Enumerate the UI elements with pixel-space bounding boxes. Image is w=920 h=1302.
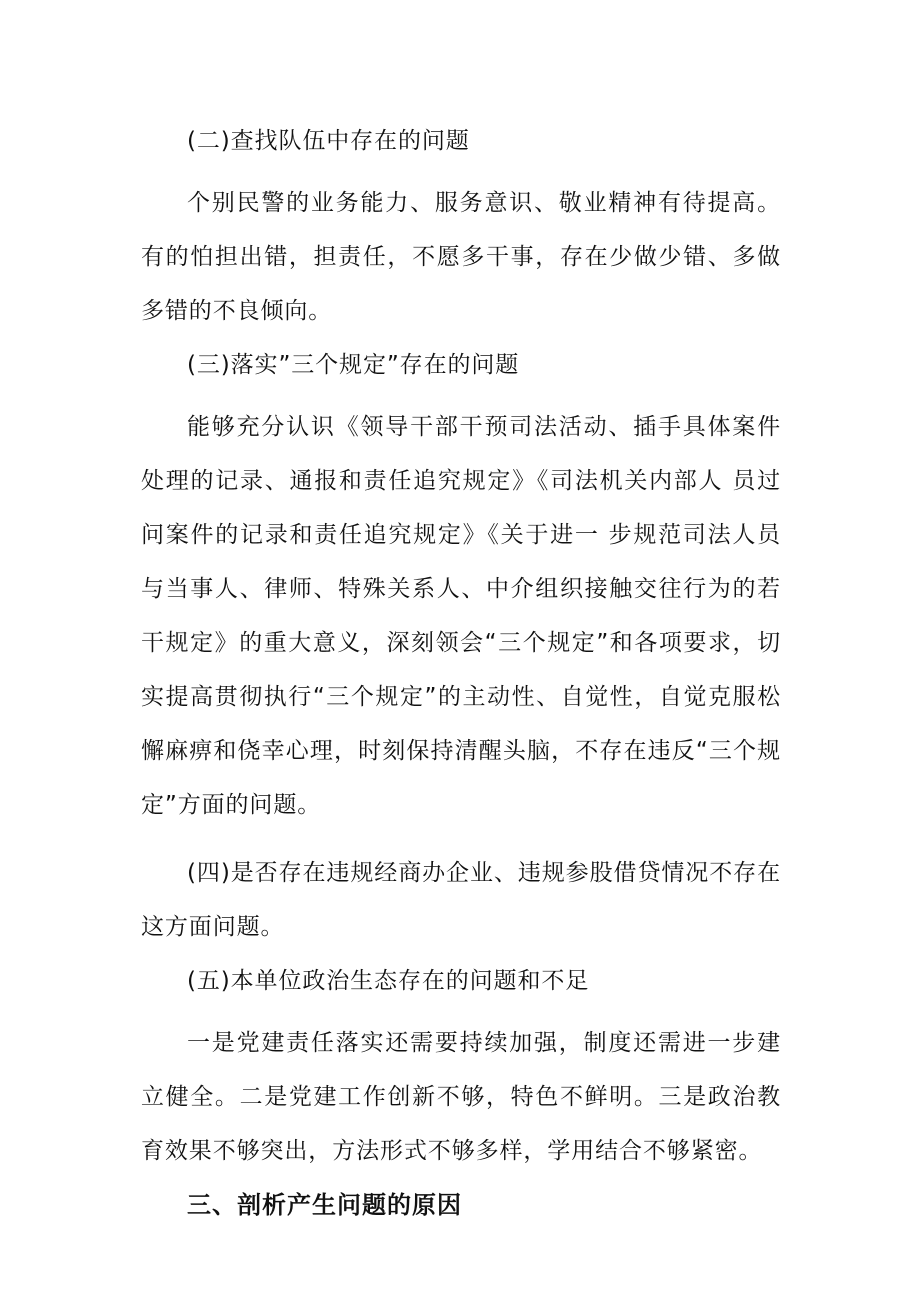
- section-body-2: 个别民警的业务能力、服务意识、敬业精神有待提高。有的怕担出错，担责任，不愿多干事，存在少做少错、多做多错的不良倾向。: [141, 190, 781, 324]
- section-heading-3: (三)落实”三个规定”存在的问题: [187, 352, 520, 378]
- section-body-3: 能够充分认识《领导干部干预司法活动、插手具体案件处理的记录、通报和责任追究规定》《司法机关内部人 员过问案件的记录和责任追究规定》《关于进一 步规范司法人员与当事人、律师、特殊关系人、中介组织接触交往行为的若干规定》的重大意义，深刻领会“三个规定”和各项要求，切实提高贯彻执行“三个规定”的主动性、自觉性，自觉克服松懈麻痹和侥幸心理，时刻保持清醒头脑，不存在违反“三个规定”方面的问题。: [141, 414, 781, 818]
- section-body-5: 一是党建责任落实还需要持续加强，制度还需进一步建立健全。二是党建工作创新不够，特色不鲜明。三是政治教育效果不够突出，方法形式不够多样，学用结合不够紧密。: [141, 1030, 781, 1164]
- main-heading-3: 三、剖析产生问题的原因: [187, 1191, 462, 1219]
- document-content: [141, 114, 781, 1232]
- section-heading-2: (二)查找队伍中存在的问题: [187, 128, 470, 154]
- section-heading-5: (五)本单位政治生态存在的问题和不足: [187, 968, 590, 994]
- section-paragraph-4: (四)是否存在违规经商办企业、违规参股借贷情况不存在这方面问题。: [141, 860, 781, 940]
